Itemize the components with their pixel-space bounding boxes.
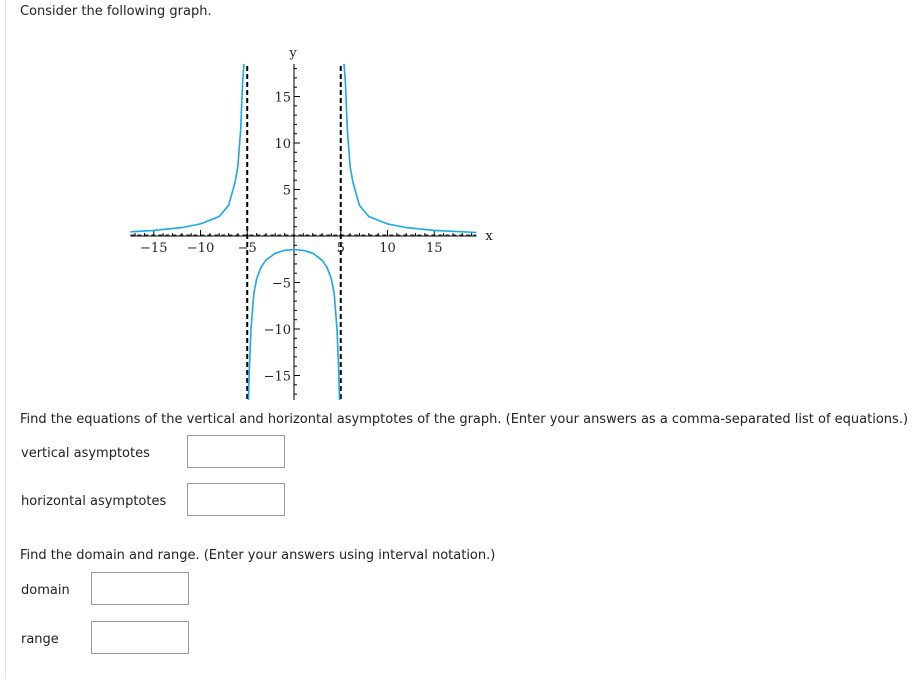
x-tick-label: −10: [186, 241, 215, 256]
label-layer: [140, 46, 493, 385]
x-tick-label: 10: [379, 241, 396, 256]
vertical-asymptotes-label: vertical asymptotes: [21, 446, 150, 461]
curve-branch-3: [344, 64, 476, 233]
x-tick-label: −15: [140, 241, 168, 256]
horizontal-asymptotes-input[interactable]: [187, 483, 285, 516]
x-tick-label: 5: [336, 241, 345, 256]
y-tick-label: −5: [271, 276, 291, 292]
curve-layer: [130, 64, 476, 400]
y-axis-label: y: [289, 45, 297, 61]
y-tick-label: −15: [263, 369, 291, 385]
range-input[interactable]: [91, 621, 189, 654]
question-domain-range: Find the domain and range. (Enter your answers using interval notation.): [20, 548, 496, 563]
domain-input[interactable]: [91, 572, 189, 605]
y-tick-label: 15: [274, 90, 291, 106]
range-label: range: [21, 632, 59, 647]
y-tick-label: −10: [263, 323, 291, 338]
horizontal-asymptotes-label: horizontal asymptotes: [21, 494, 167, 509]
intro-text: Consider the following graph.: [20, 4, 212, 19]
x-tick-label: −5: [237, 241, 257, 256]
x-tick-label: 15: [425, 241, 443, 256]
y-tick-label: 10: [274, 137, 291, 152]
question-asymptotes: Find the equations of the vertical and horizontal asymptotes of the graph. (Enter your answers as a comma-separated list of equations.): [20, 412, 909, 427]
vertical-asymptotes-input[interactable]: [187, 435, 285, 468]
y-tick-label: 5: [282, 183, 291, 199]
curve-branch-1: [130, 64, 244, 232]
axes-layer: [130, 64, 476, 400]
domain-label: domain: [21, 583, 70, 598]
x-axis-label: x: [485, 229, 493, 244]
